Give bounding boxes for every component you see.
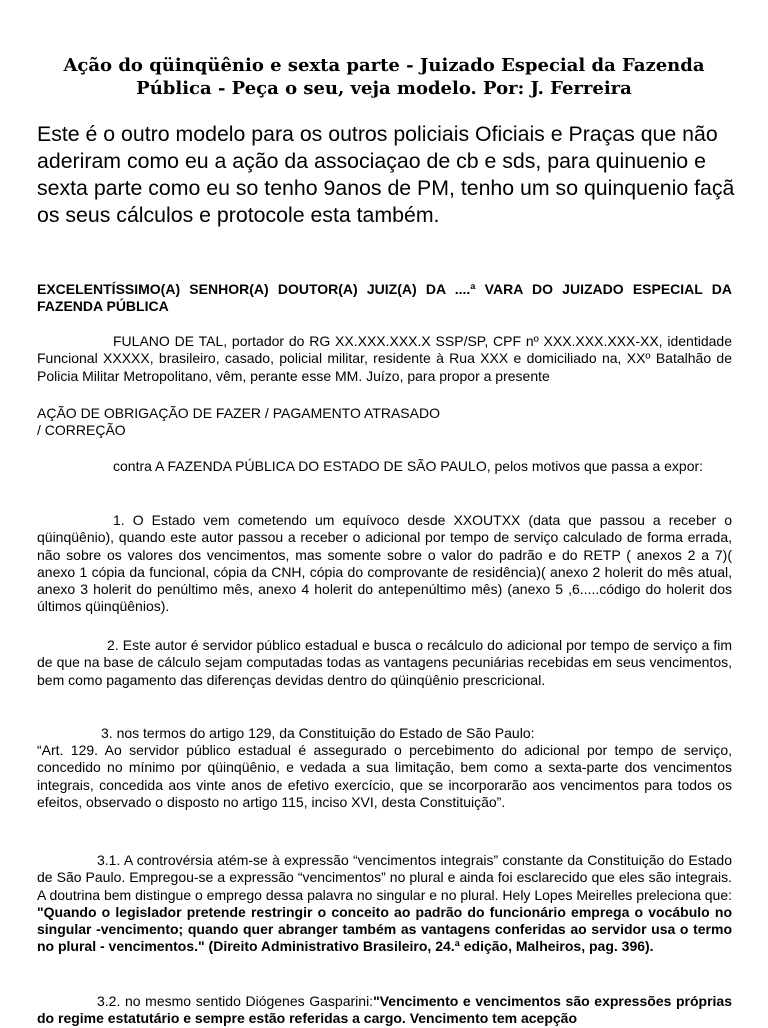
action-title-line-1: AÇÃO DE OBRIGAÇÃO DE FAZER / PAGAMENTO ATRASADO bbox=[37, 405, 440, 421]
item-3-1-quote: "Quando o legislador pretende restringir o conceito ao padrão do funcionário emprega o vocábulo no singular -vencimento; quando quer abranger também as vantagens conferidas ao servidor usa o termo no plural - vencimentos." (Direito Administrativo Brasileiro, 24.ª edição, Malheiros, pag. 396). bbox=[37, 903, 732, 955]
item-3-intro: 3. nos termos do artigo 129, da Constituição do Estado de São Paulo: bbox=[101, 725, 535, 741]
item-3-1-text: 3.1. A controvérsia atém-se à expressão “vencimentos integrais” constante da Constituição do Estado de São Paulo. Empregou-se a expressão “vencimentos” no plural e ainda foi esclarecido que eles são integrais. A doutrina bem distingue o emprego dessa palavra no singular e no plural. Hely Lopes Meirelles preleciona que: bbox=[37, 852, 732, 903]
qualification-paragraph: FULANO DE TAL, portador do RG XX.XXX.XXX.X SSP/SP, CPF nº XXX.XXX.XXX-XX, identidade Funcional XXXXX, brasileiro, casado, policial militar, residente à Rua XXX e domiciliado na, XXº Batalhão de Policia Militar Metropolitano, vêm, perante esse MM. Juízo, para propor a presente bbox=[37, 333, 732, 384]
intro-paragraph: Este é o outro modelo para os outros policiais Oficiais e Praças que não aderiram como eu a ação da associaçao de cb e sds, para quinuenio e sexta parte como eu so tenho 9anos de PM, tenho um so quinquenio façã os seus cálculos e protocole esta também. bbox=[37, 122, 735, 227]
item-3-1-paragraph bbox=[37, 852, 732, 956]
item-1-paragraph: 1. O Estado vem cometendo um equívoco desde XXOUTXX (data que passou a receber o qüinqüênio), quando este autor passou a receber o adicional por tempo de serviço calculado de forma errada, não sobre os valores dos vencimentos, mas somente sobre o valor do padrão e do RETP ( anexos 2 a 7)( anexo 1 cópia da funcional, cópia da CNH, cópia do comprovante de residência)( anexo 2 holerit do mês atual, anexo 3 holerit do penúltimo mês, anexo 4 holerit do antepenúltimo mês) (anexo 5 ,6.....código do holerit dos últimos qüinqüênios). bbox=[37, 512, 732, 615]
action-title-line-2: / CORREÇÃO bbox=[37, 422, 126, 438]
item-2-paragraph: 2. Este autor é servidor público estadual e busca o recálculo do adicional por tempo de serviço a fim de que na base de cálculo sejam computadas todas as vantagens pecuniárias recebidas em seus vencimentos, bem como pagamento das diferenças devidas dentro do qüinqüênio prescricional. bbox=[37, 637, 732, 688]
petition-addressee: EXCELENTÍSSIMO(A) SENHOR(A) DOUTOR(A) JUIZ(A) DA ....ª VARA DO JUIZADO ESPECIAL DA FAZENDA PÚBLICA bbox=[37, 281, 732, 315]
page-title: Ação do qüinqüênio e sexta parte - Juizado Especial da Fazenda Pública - Peça o seu, veja modelo. Por: J. Ferreira bbox=[63, 55, 705, 99]
item-3-2-text: 3.2. no mesmo sentido Diógenes Gasparini: bbox=[97, 993, 374, 1009]
item-3-quote: “Art. 129. Ao servidor público estadual é assegurado o percebimento do adicional por tempo de serviço, concedido no mínimo por qüinqüênio, e vedada a sua limitação, bem como a sexta-parte dos vencimentos integrais, concedida aos vinte anos de efetivo exercício, que se incorporarão aos vencimentos para todos os efeitos, observado o disposto no artigo 115, inciso XVI, desta Constituição”. bbox=[37, 742, 732, 810]
against-paragraph: contra A FAZENDA PÚBLICA DO ESTADO DE SÃO PAULO, pelos motivos que passa a expor: bbox=[113, 458, 704, 474]
item-3-2-quote: "Vencimento e vencimentos são expressões próprias do regime estatutário e sempre estão referidas a cargo. Vencimento tem acepção bbox=[37, 993, 733, 1027]
item-3-2-paragraph bbox=[37, 993, 732, 1028]
